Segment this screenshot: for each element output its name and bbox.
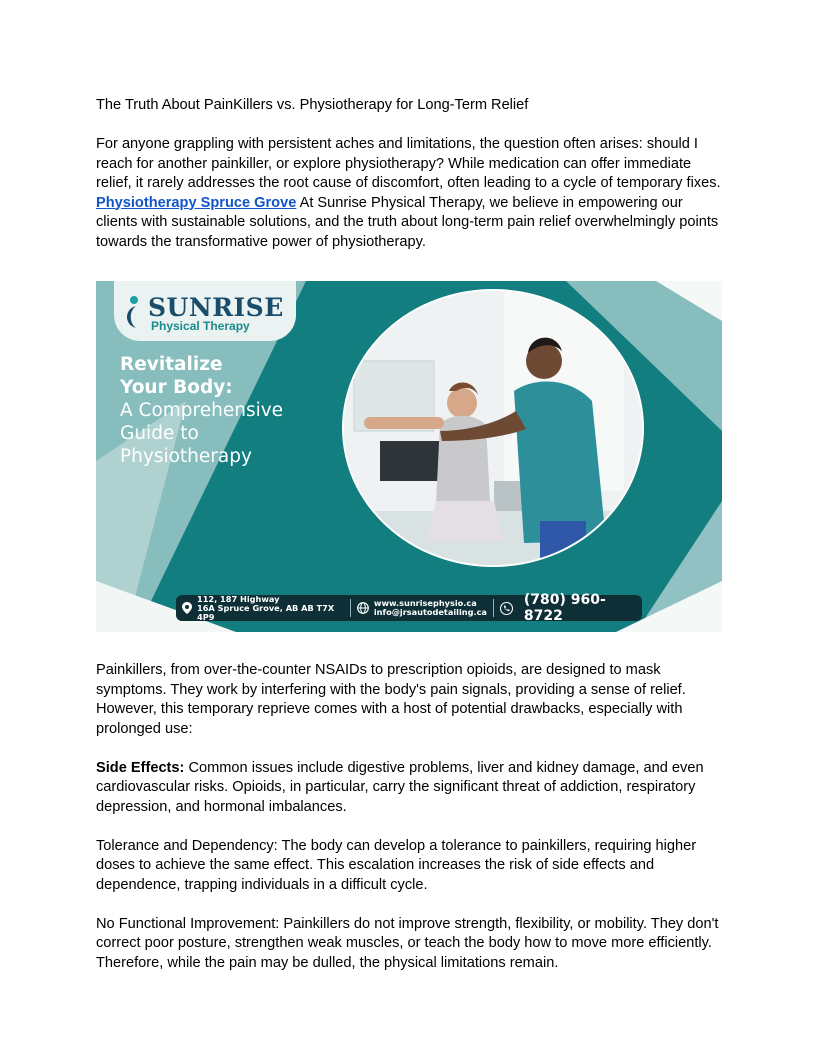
- web-item: [351, 595, 493, 621]
- tolerance-paragraph: Tolerance and Dependency: The body can develop a tolerance to painkillers, requiring higher doses to achieve the same effect. This escalation increases the risk of side effects and dependence, trapping individuals in a difficult cycle.: [96, 837, 697, 893]
- website-text: www.sunrisephysio.ca: [373, 598, 477, 608]
- logo-sub-text: Physical Therapy: [151, 319, 250, 333]
- person-logo-icon: [122, 295, 144, 329]
- side-effects-label: Side Effects:: [96, 759, 185, 776]
- address-line-2: 16A Spruce Grove, AB AB T7X 4P9: [197, 602, 335, 622]
- phone-icon: [500, 602, 513, 615]
- headline-line-3: A Comprehensive: [120, 400, 284, 421]
- headline-line-5: Physiotherapy: [120, 446, 252, 467]
- logo-main-text: SUNRISE: [148, 293, 284, 322]
- headline-line-4: Guide to: [120, 423, 199, 444]
- address-line-1: 112, 187 Highway: [197, 593, 280, 604]
- intro-paragraph: [96, 135, 722, 252]
- physiotherapy-spruce-grove-link[interactable]: Physiotherapy Spruce Grove: [96, 194, 297, 211]
- location-pin-icon: [182, 602, 192, 614]
- side-effects-paragraph: [96, 759, 722, 818]
- therapy-session-photo: [344, 291, 642, 565]
- phone-item: [494, 592, 642, 624]
- globe-icon: [357, 602, 369, 614]
- banner-headline: [120, 353, 283, 468]
- contact-bar: [176, 592, 642, 624]
- painkillers-paragraph: Painkillers, from over-the-counter NSAIDs to prescription opioids, are designed to mask symptoms. They work by interfering with the body's pain signals, providing a sense of relief. However, this temporary reprieve comes with a host of potential drawbacks, especially with prolonged use:: [96, 662, 686, 737]
- side-effects-text: Common issues include digestive problems, liver and kidney damage, and even cardiovascular risks. Opioids, in particular, carry the significant threat of addiction, respiratory depression, and hormonal imbalances.: [96, 759, 704, 815]
- document-body: [96, 96, 722, 973]
- intro-text-after: At Sunrise Physical Therapy, we believe in empowering our clients with sustainable solutions, and the truth about long-term pain relief overwhelmingly points towards the transformative power of physiotherapy.: [96, 194, 719, 250]
- email-text: info@jrsautodetailing.ca: [373, 607, 487, 617]
- sunrise-logo: [114, 281, 296, 341]
- address-item: [176, 595, 350, 621]
- document-title: The Truth About PainKillers vs. Physiotherapy for Long-Term Relief: [96, 97, 529, 113]
- headline-line-1: Revitalize: [120, 354, 223, 375]
- headline-line-2: Your Body:: [120, 377, 233, 398]
- therapy-scene-illustration: [344, 291, 642, 565]
- intro-text-before: For anyone grappling with persistent aches and limitations, the question often arises: should I reach for another painkiller, or explore physiotherapy? While medication can offer immediate relief, it rarely addresses the root cause of discomfort, often leading to a cycle of temporary fixes.: [96, 136, 721, 191]
- no-functional-improvement-paragraph: No Functional Improvement: Painkillers do not improve strength, flexibility, or mobility. They don't correct poor posture, strengthen weak muscles, or teach the body how to move more efficiently. Therefore, while the pain may be dulled, the physical limitations remain.: [96, 915, 719, 971]
- phone-number: (780) 960-8722: [523, 592, 606, 624]
- sunrise-banner-image: [96, 281, 722, 632]
